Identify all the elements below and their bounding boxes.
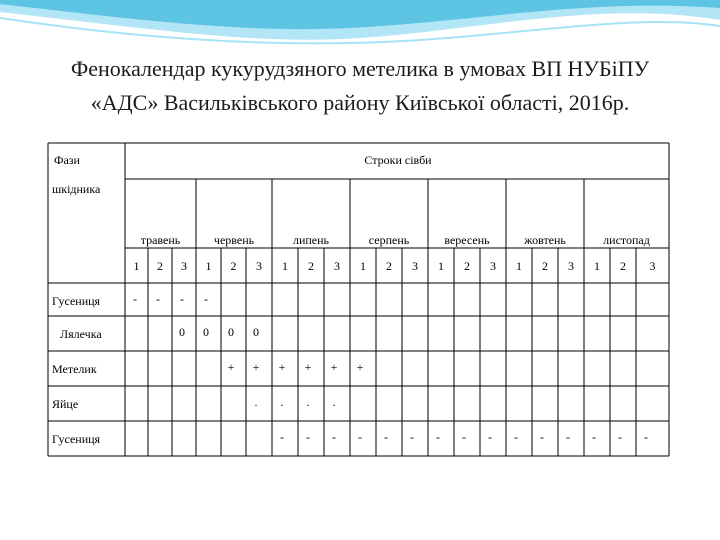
phase-marker: -: [488, 430, 492, 444]
title-line-1: Фенокалендар кукурудзяного метелика в умовах ВП НУБіПУ: [70, 56, 650, 81]
phase-marker: -: [410, 430, 414, 444]
month-label: серпень: [368, 233, 410, 247]
phase-marker: .: [254, 395, 258, 409]
decade-label: 3: [568, 259, 574, 273]
phase-marker: -: [306, 430, 310, 444]
decade-label: 3: [334, 259, 340, 273]
phase-marker: .: [306, 395, 310, 409]
month-label: жовтень: [524, 233, 566, 247]
decade-label: 2: [464, 259, 470, 273]
phase-marker: 0: [253, 325, 259, 339]
phase-marker: -: [592, 430, 596, 444]
phase-marker: -: [358, 430, 362, 444]
month-label: липень: [292, 233, 330, 247]
decade-label: 2: [308, 259, 314, 273]
decade-label: 3: [256, 259, 262, 273]
phase-marker: +: [304, 360, 312, 374]
phase-marker: +: [356, 360, 364, 374]
phase-marker: -: [462, 430, 466, 444]
decade-label: 3: [490, 259, 496, 273]
decade-label: 1: [282, 259, 288, 273]
phase-marker: +: [330, 360, 338, 374]
phase-marker: +: [227, 360, 235, 374]
month-label: вересень: [444, 233, 490, 247]
month-label: травень: [140, 233, 181, 247]
phase-marker: -: [156, 292, 160, 306]
month-label: листопад: [603, 233, 650, 247]
phase-marker: -: [436, 430, 440, 444]
header-phases-label: Фази: [54, 153, 80, 167]
decade-label: 1: [516, 259, 522, 273]
phase-marker: +: [278, 360, 286, 374]
phase-label: Лялечка: [60, 327, 102, 341]
decade-label: 2: [386, 259, 392, 273]
phase-label: Яйце: [52, 397, 79, 411]
phase-marker: .: [332, 395, 336, 409]
phase-label: Гусениця: [52, 294, 101, 308]
phase-marker: -: [280, 430, 284, 444]
phase-marker: 0: [228, 325, 234, 339]
phase-marker: +: [252, 360, 260, 374]
phase-marker: -: [540, 430, 544, 444]
decade-label: 3: [649, 259, 656, 273]
phase-label: Метелик: [52, 362, 97, 376]
decade-label: 2: [620, 259, 626, 273]
decade-label: 3: [181, 259, 187, 273]
phase-marker: -: [618, 430, 622, 444]
phase-marker: -: [180, 292, 184, 306]
phase-marker: .: [280, 395, 284, 409]
phase-marker: 0: [179, 325, 185, 339]
decade-label: 1: [360, 259, 366, 273]
phase-marker: 0: [203, 325, 209, 339]
header-phases-label-cont: шкідника: [52, 182, 101, 196]
decade-label: 1: [594, 259, 600, 273]
phase-marker: -: [204, 292, 208, 306]
phase-marker: -: [644, 430, 648, 444]
phase-marker: -: [566, 430, 570, 444]
title-line-2: «АДС» Васильківського району Київської області, 2016р.: [90, 90, 630, 115]
month-label: червень: [213, 233, 255, 247]
decade-label: 1: [205, 259, 212, 273]
phase-marker: -: [332, 430, 336, 444]
decade-label: 2: [542, 259, 548, 273]
decade-label: 2: [157, 259, 163, 273]
phase-marker: -: [133, 292, 137, 306]
header-sowing-dates: Строки сівби: [364, 153, 432, 167]
phase-label: Гусениця: [52, 432, 101, 446]
decade-label: 2: [230, 259, 237, 273]
decade-label: 3: [412, 259, 418, 273]
phase-marker: -: [384, 430, 388, 444]
decade-label: 1: [438, 259, 444, 273]
phase-marker: -: [514, 430, 518, 444]
decade-label: 1: [133, 259, 140, 273]
